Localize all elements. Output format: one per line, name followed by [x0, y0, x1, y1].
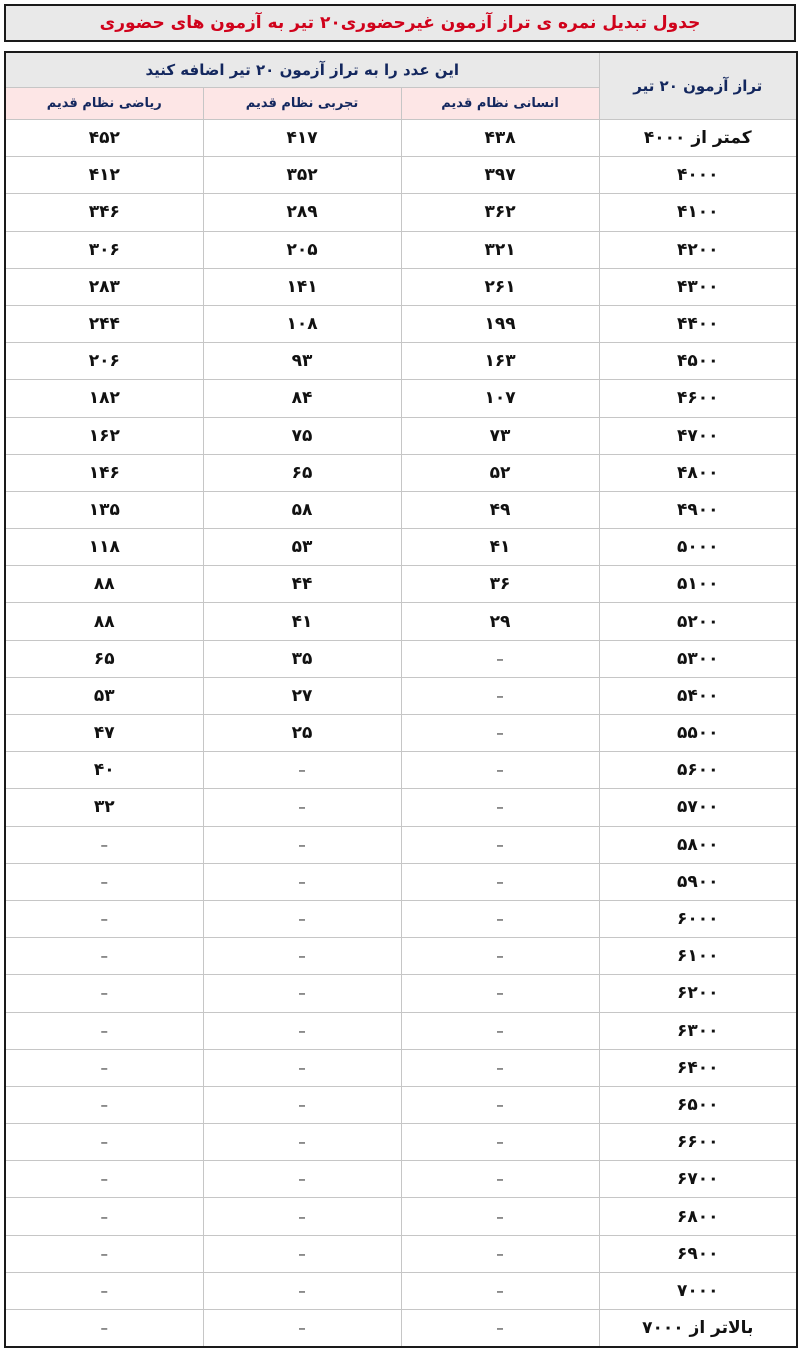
ensani-cell: –	[401, 1161, 599, 1198]
table-row	[5, 194, 797, 231]
table-row	[5, 268, 797, 305]
score-cell: ۴۴۰۰	[599, 305, 797, 342]
conversion-table	[4, 51, 798, 1348]
riazi-cell: ۱۳۵	[5, 491, 203, 528]
tajrobi-cell: –	[203, 1086, 401, 1123]
ensani-cell: ۳۶	[401, 566, 599, 603]
riazi-cell: –	[5, 1235, 203, 1272]
page-title: جدول تبدیل نمره ی تراز آزمون غیرحضوری۲۰ تیر به آزمون های حضوری	[4, 4, 796, 42]
table-row	[5, 1272, 797, 1309]
ensani-cell: ۲۹	[401, 603, 599, 640]
riazi-cell: ۳۲	[5, 789, 203, 826]
ensani-cell: ۴۹	[401, 491, 599, 528]
riazi-cell: –	[5, 1272, 203, 1309]
tajrobi-cell: ۷۵	[203, 417, 401, 454]
riazi-cell: ۸۸	[5, 566, 203, 603]
tajrobi-cell: –	[203, 826, 401, 863]
tajrobi-cell: –	[203, 1161, 401, 1198]
score-cell: ۵۴۰۰	[599, 677, 797, 714]
tajrobi-cell: ۲۰۵	[203, 231, 401, 268]
score-cell: ۶۵۰۰	[599, 1086, 797, 1123]
score-cell: ۴۰۰۰	[599, 157, 797, 194]
score-cell: ۴۸۰۰	[599, 454, 797, 491]
score-cell: ۵۵۰۰	[599, 715, 797, 752]
score-cell: ۵۶۰۰	[599, 752, 797, 789]
tajrobi-cell: ۵۸	[203, 491, 401, 528]
table-row	[5, 491, 797, 528]
riazi-cell: –	[5, 900, 203, 937]
ensani-cell: ۳۹۷	[401, 157, 599, 194]
score-cell: ۵۹۰۰	[599, 863, 797, 900]
tajrobi-cell: –	[203, 1310, 401, 1348]
ensani-cell: –	[401, 1235, 599, 1272]
tajrobi-cell: ۳۵۲	[203, 157, 401, 194]
tajrobi-cell: –	[203, 1124, 401, 1161]
score-cell: ۶۰۰۰	[599, 900, 797, 937]
ensani-cell: –	[401, 1272, 599, 1309]
ensani-cell: –	[401, 900, 599, 937]
riazi-cell: ۲۸۳	[5, 268, 203, 305]
riazi-cell: –	[5, 1310, 203, 1348]
riazi-cell: ۶۵	[5, 640, 203, 677]
score-cell: ۴۷۰۰	[599, 417, 797, 454]
ensani-cell: –	[401, 938, 599, 975]
riazi-cell: ۲۰۶	[5, 343, 203, 380]
table-row	[5, 529, 797, 566]
ensani-cell: ۱۶۳	[401, 343, 599, 380]
table-row	[5, 380, 797, 417]
tajrobi-cell: –	[203, 975, 401, 1012]
riazi-cell: –	[5, 975, 203, 1012]
table-row	[5, 1310, 797, 1348]
ensani-cell: –	[401, 1049, 599, 1086]
table-row	[5, 715, 797, 752]
ensani-cell: –	[401, 789, 599, 826]
ensani-cell: ۳۶۲	[401, 194, 599, 231]
table-row	[5, 863, 797, 900]
riazi-cell: –	[5, 863, 203, 900]
riazi-cell: –	[5, 1198, 203, 1235]
tajrobi-cell: –	[203, 863, 401, 900]
riazi-column-header: ریاضی نظام قدیم	[5, 88, 203, 120]
ensani-cell: –	[401, 826, 599, 863]
ensani-cell: –	[401, 863, 599, 900]
tajrobi-cell: –	[203, 1012, 401, 1049]
tajrobi-cell: ۵۳	[203, 529, 401, 566]
table-row	[5, 900, 797, 937]
riazi-cell: ۴۵۲	[5, 120, 203, 157]
ensani-cell: –	[401, 1086, 599, 1123]
score-cell: کمتر از ۴۰۰۰	[599, 120, 797, 157]
riazi-cell: –	[5, 826, 203, 863]
ensani-cell: –	[401, 677, 599, 714]
table-row	[5, 231, 797, 268]
score-cell: ۶۷۰۰	[599, 1161, 797, 1198]
riazi-cell: ۳۴۶	[5, 194, 203, 231]
table-row	[5, 975, 797, 1012]
table-row	[5, 566, 797, 603]
tajrobi-cell: ۴۴	[203, 566, 401, 603]
riazi-cell: ۱۶۲	[5, 417, 203, 454]
score-cell: ۴۶۰۰	[599, 380, 797, 417]
table-row	[5, 454, 797, 491]
table-row	[5, 603, 797, 640]
table-row	[5, 417, 797, 454]
table-row	[5, 826, 797, 863]
table-row	[5, 640, 797, 677]
riazi-cell: –	[5, 1124, 203, 1161]
tajrobi-cell: –	[203, 752, 401, 789]
score-cell: ۶۲۰۰	[599, 975, 797, 1012]
table-row	[5, 1235, 797, 1272]
add-value-group-header: این عدد را به تراز آزمون ۲۰ تیر اضافه کنید	[5, 52, 599, 88]
score-cell: ۷۰۰۰	[599, 1272, 797, 1309]
tajrobi-cell: ۲۵	[203, 715, 401, 752]
tajrobi-cell: –	[203, 938, 401, 975]
ensani-cell: ۱۰۷	[401, 380, 599, 417]
ensani-cell: ۷۳	[401, 417, 599, 454]
ensani-cell: ۴۳۸	[401, 120, 599, 157]
table-row	[5, 120, 797, 157]
tajrobi-cell: –	[203, 1198, 401, 1235]
tajrobi-cell: ۲۷	[203, 677, 401, 714]
tajrobi-cell: –	[203, 789, 401, 826]
table-row	[5, 343, 797, 380]
score-cell: ۶۳۰۰	[599, 1012, 797, 1049]
table-row	[5, 1198, 797, 1235]
score-cell: ۵۰۰۰	[599, 529, 797, 566]
tajrobi-cell: –	[203, 1272, 401, 1309]
riazi-cell: –	[5, 1049, 203, 1086]
score-cell: ۵۲۰۰	[599, 603, 797, 640]
riazi-cell: ۱۴۶	[5, 454, 203, 491]
riazi-cell: ۱۸۲	[5, 380, 203, 417]
tajrobi-cell: ۴۱	[203, 603, 401, 640]
score-cell: ۶۶۰۰	[599, 1124, 797, 1161]
ensani-cell: ۴۱	[401, 529, 599, 566]
tajrobi-cell: ۹۳	[203, 343, 401, 380]
tajrobi-column-header: تجربی نظام قدیم	[203, 88, 401, 120]
riazi-cell: –	[5, 1161, 203, 1198]
tajrobi-cell: ۲۸۹	[203, 194, 401, 231]
score-cell: ۴۳۰۰	[599, 268, 797, 305]
tajrobi-cell: ۱۴۱	[203, 268, 401, 305]
ensani-cell: –	[401, 752, 599, 789]
score-cell: ۶۹۰۰	[599, 1235, 797, 1272]
ensani-cell: –	[401, 640, 599, 677]
ensani-cell: –	[401, 715, 599, 752]
riazi-cell: –	[5, 1012, 203, 1049]
score-cell: ۶۸۰۰	[599, 1198, 797, 1235]
score-column-header: تراز آزمون ۲۰ تیر	[599, 52, 797, 120]
table-row	[5, 1086, 797, 1123]
table-row	[5, 1161, 797, 1198]
tajrobi-cell: ۱۰۸	[203, 305, 401, 342]
ensani-cell: –	[401, 975, 599, 1012]
table-body	[5, 120, 797, 1348]
riazi-cell: ۴۰	[5, 752, 203, 789]
ensani-cell: –	[401, 1198, 599, 1235]
table-row	[5, 1124, 797, 1161]
score-cell: بالاتر از ۷۰۰۰	[599, 1310, 797, 1348]
score-cell: ۶۴۰۰	[599, 1049, 797, 1086]
riazi-cell: –	[5, 938, 203, 975]
score-cell: ۴۵۰۰	[599, 343, 797, 380]
table-row	[5, 157, 797, 194]
table-row	[5, 1012, 797, 1049]
riazi-cell: ۴۷	[5, 715, 203, 752]
score-cell: ۵۳۰۰	[599, 640, 797, 677]
tajrobi-cell: ۸۴	[203, 380, 401, 417]
ensani-cell: ۲۶۱	[401, 268, 599, 305]
riazi-cell: ۲۴۴	[5, 305, 203, 342]
ensani-cell: –	[401, 1310, 599, 1348]
ensani-cell: ۳۲۱	[401, 231, 599, 268]
riazi-cell: ۳۰۶	[5, 231, 203, 268]
score-cell: ۵۷۰۰	[599, 789, 797, 826]
riazi-cell: ۴۱۲	[5, 157, 203, 194]
table-row	[5, 752, 797, 789]
ensani-cell: –	[401, 1012, 599, 1049]
score-cell: ۴۹۰۰	[599, 491, 797, 528]
score-cell: ۵۸۰۰	[599, 826, 797, 863]
table-row	[5, 789, 797, 826]
tajrobi-cell: ۶۵	[203, 454, 401, 491]
riazi-cell: ۵۳	[5, 677, 203, 714]
tajrobi-cell: –	[203, 1049, 401, 1086]
score-cell: ۶۱۰۰	[599, 938, 797, 975]
tajrobi-cell: ۳۵	[203, 640, 401, 677]
score-cell: ۴۱۰۰	[599, 194, 797, 231]
table-row	[5, 938, 797, 975]
score-cell: ۴۲۰۰	[599, 231, 797, 268]
table-row	[5, 305, 797, 342]
ensani-column-header: انسانی نظام قدیم	[401, 88, 599, 120]
riazi-cell: ۱۱۸	[5, 529, 203, 566]
table-row	[5, 677, 797, 714]
riazi-cell: –	[5, 1086, 203, 1123]
ensani-cell: –	[401, 1124, 599, 1161]
ensani-cell: ۵۲	[401, 454, 599, 491]
tajrobi-cell: ۴۱۷	[203, 120, 401, 157]
ensani-cell: ۱۹۹	[401, 305, 599, 342]
table-row	[5, 1049, 797, 1086]
tajrobi-cell: –	[203, 900, 401, 937]
score-cell: ۵۱۰۰	[599, 566, 797, 603]
tajrobi-cell: –	[203, 1235, 401, 1272]
riazi-cell: ۸۸	[5, 603, 203, 640]
